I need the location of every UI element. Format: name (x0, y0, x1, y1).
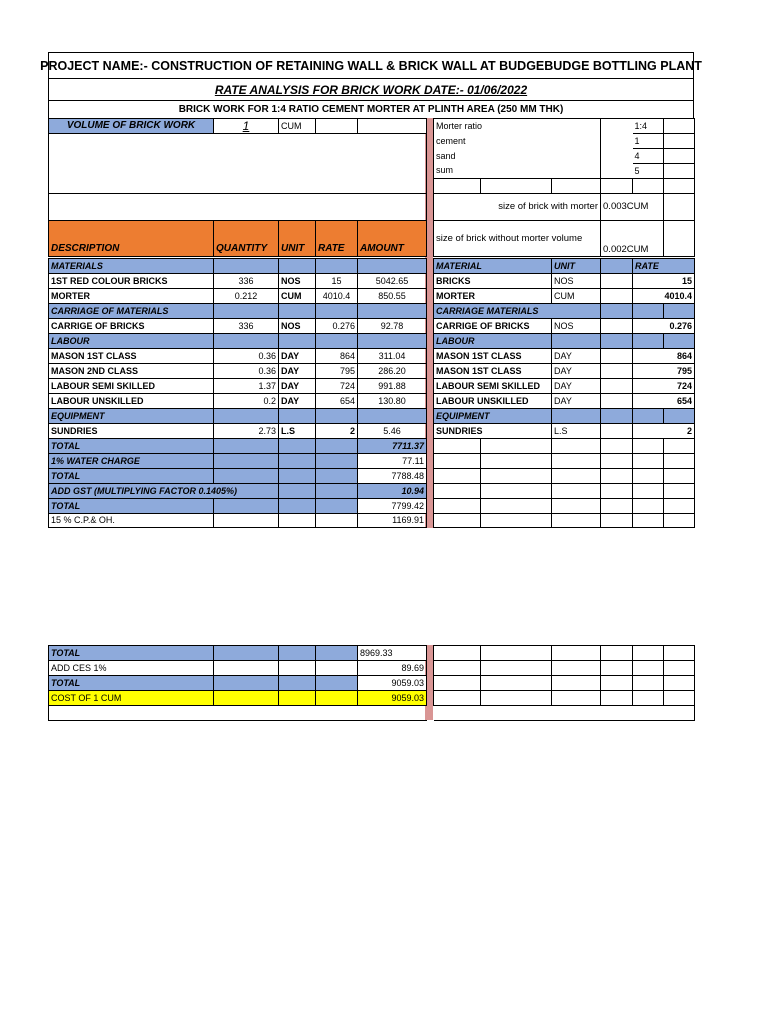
row-rate[interactable]: 0.276 (633, 319, 695, 334)
row-qty[interactable]: 0.2 (214, 394, 279, 409)
row-rate[interactable]: 724 (316, 379, 358, 394)
mix-value[interactable]: 1:4 (633, 119, 664, 134)
section-label: EQUIPMENT (49, 409, 214, 424)
row-rate[interactable]: 795 (633, 364, 695, 379)
mix-row (434, 134, 695, 149)
ces-amount: 89.69 (358, 661, 427, 676)
row-qty[interactable]: 0.212 (214, 289, 279, 304)
header-description: DESCRIPTION (49, 221, 214, 257)
overhead-label: 15 % C.P.& OH. (49, 514, 214, 528)
table-row (49, 289, 427, 304)
row-amount: 991.88 (358, 379, 427, 394)
row-desc: CARRIGE OF BRICKS (434, 319, 552, 334)
final-total-amount: 8969.33 (358, 646, 427, 661)
mix-value[interactable]: 4 (633, 149, 664, 164)
table-row (49, 364, 427, 379)
header-rate: RATE (633, 259, 695, 274)
brick-size-value: 0.002CUM (601, 221, 664, 257)
row-desc: LABOUR UNSKILLED (49, 394, 214, 409)
row-desc: MORTER (49, 289, 214, 304)
row-unit: DAY (552, 349, 601, 364)
row-desc: SUNDRIES (434, 424, 552, 439)
final-total-row (49, 676, 427, 691)
volume-row (49, 119, 427, 134)
section-labour (434, 334, 695, 349)
mix-value: 5 (633, 164, 664, 179)
row-rate[interactable]: 864 (633, 349, 695, 364)
mix-value[interactable]: 1 (633, 134, 664, 149)
brick-size-value: 0.003CUM (601, 194, 664, 221)
total-amount: 7799.42 (358, 499, 427, 514)
row-rate[interactable]: 4010.4 (633, 289, 695, 304)
row-desc: MASON 1ST CLASS (434, 349, 552, 364)
ces-row (49, 661, 427, 676)
mix-table (433, 118, 695, 257)
table-row (49, 349, 427, 364)
water-charge-amount: 77.11 (358, 454, 427, 469)
row-amount: 286.20 (358, 364, 427, 379)
mix-label: sand (434, 149, 601, 164)
final-total-label: TOTAL (49, 676, 214, 691)
total-amount: 7788.48 (358, 469, 427, 484)
row-qty[interactable]: 0.36 (214, 364, 279, 379)
final-total-label: TOTAL (49, 646, 214, 661)
brick-size-label: size of brick without morter volume (434, 221, 601, 257)
total-row (49, 499, 427, 514)
table-row (49, 379, 427, 394)
total-label: TOTAL (49, 469, 214, 484)
overhead-amount: 1169.91 (358, 514, 427, 528)
final-total-row (49, 646, 427, 661)
table-row (434, 274, 695, 289)
cost-per-cum-row (49, 691, 427, 706)
bottom-blank-grid (433, 645, 695, 721)
blank-grid (433, 438, 695, 528)
section-label: LABOUR (49, 334, 214, 349)
mix-row (434, 119, 695, 134)
table-row (49, 424, 427, 439)
row-unit: DAY (552, 364, 601, 379)
row-unit: DAY (279, 394, 316, 409)
row-unit: L.S (552, 424, 601, 439)
gst-amount: 10.94 (358, 484, 427, 499)
final-totals-table (48, 645, 427, 721)
header-unit: UNIT (279, 221, 316, 257)
section-carriage (49, 304, 427, 319)
row-rate[interactable]: 724 (633, 379, 695, 394)
header-material: MATERIAL (434, 259, 552, 274)
column-headers (49, 221, 427, 257)
row-rate[interactable]: 654 (633, 394, 695, 409)
row-unit: CUM (279, 289, 316, 304)
work-subtitle: BRICK WORK FOR 1:4 RATIO CEMENT MORTER AT PLINTH AREA (250 MM THK) (48, 100, 694, 118)
volume-value[interactable]: 1 (214, 119, 279, 134)
row-amount: 92.78 (358, 319, 427, 334)
row-desc: BRICKS (434, 274, 552, 289)
table-row (434, 349, 695, 364)
row-unit: DAY (552, 394, 601, 409)
water-charge-row (49, 454, 427, 469)
row-unit: CUM (552, 289, 601, 304)
row-amount: 311.04 (358, 349, 427, 364)
ces-label: ADD CES 1% (49, 661, 214, 676)
table-row (434, 319, 695, 334)
row-rate[interactable]: 0.276 (316, 319, 358, 334)
header-quantity: QUANTITY (214, 221, 279, 257)
brick-size-without-morter-row (434, 221, 695, 257)
header-rate: RATE (316, 221, 358, 257)
row-rate[interactable]: 864 (316, 349, 358, 364)
section-label: LABOUR (434, 334, 552, 349)
row-desc: LABOUR SEMI SKILLED (49, 379, 214, 394)
row-qty[interactable]: 336 (214, 274, 279, 289)
section-label: EQUIPMENT (434, 409, 552, 424)
header-unit: UNIT (552, 259, 601, 274)
row-amount: 850.55 (358, 289, 427, 304)
table-row (49, 319, 427, 334)
row-unit: L.S (279, 424, 316, 439)
section-label: CARRIAGE OF MATERIALS (49, 304, 214, 319)
total-amount: 7711.37 (358, 439, 427, 454)
row-desc: CARRIGE OF BRICKS (49, 319, 214, 334)
row-desc: MASON 1ST CLASS (434, 364, 552, 379)
cost-per-cum-label: COST OF 1 CUM (49, 691, 214, 706)
row-unit: NOS (279, 274, 316, 289)
mix-label: Morter ratio (434, 119, 601, 134)
section-equipment (49, 409, 427, 424)
row-rate[interactable]: 2 (316, 424, 358, 439)
rate-analysis-title: RATE ANALYSIS FOR BRICK WORK DATE:- 01/06/2022 (48, 78, 694, 100)
row-desc: MASON 2ND CLASS (49, 364, 214, 379)
row-desc: SUNDRIES (49, 424, 214, 439)
total-row (49, 469, 427, 484)
row-desc: 1ST RED COLOUR BRICKS (49, 274, 214, 289)
table-row (434, 424, 695, 439)
volume-label: VOLUME OF BRICK WORK (49, 119, 214, 134)
section-materials (49, 259, 427, 274)
row-unit: DAY (552, 379, 601, 394)
row-qty[interactable]: 0.36 (214, 349, 279, 364)
row-rate[interactable]: 15 (316, 274, 358, 289)
mix-row (434, 149, 695, 164)
mix-label: sum (434, 164, 601, 179)
row-unit: DAY (279, 379, 316, 394)
row-unit: DAY (279, 349, 316, 364)
rate-headers (434, 259, 695, 274)
row-qty[interactable]: 1.37 (214, 379, 279, 394)
final-total-amount: 9059.03 (358, 676, 427, 691)
row-amount: 130.80 (358, 394, 427, 409)
volume-table (48, 118, 427, 257)
section-label: MATERIALS (49, 259, 214, 274)
project-title: PROJECT NAME:- CONSTRUCTION OF RETAINING WALL & BRICK WALL AT BUDGEBUDGE BOTTLING PLANT (48, 52, 694, 78)
row-rate[interactable]: 4010.4 (316, 289, 358, 304)
total-label: TOTAL (49, 499, 214, 514)
brick-size-with-morter-row (434, 194, 695, 221)
table-row (49, 394, 427, 409)
row-qty[interactable]: 2.73 (214, 424, 279, 439)
row-unit: NOS (279, 319, 316, 334)
row-amount: 5.46 (358, 424, 427, 439)
row-unit: NOS (552, 319, 601, 334)
gst-row (49, 484, 427, 499)
row-desc: MORTER (434, 289, 552, 304)
section-equipment (434, 409, 695, 424)
row-rate[interactable]: 795 (316, 364, 358, 379)
gst-label: ADD GST (MULTIPLYING FACTOR 0.1405%) (49, 484, 279, 499)
row-unit: DAY (279, 364, 316, 379)
mix-row (434, 164, 695, 179)
mix-label: cement (434, 134, 601, 149)
header-amount: AMOUNT (358, 221, 427, 257)
table-row (434, 289, 695, 304)
table-row (434, 379, 695, 394)
table-row (49, 274, 427, 289)
total-row (49, 439, 427, 454)
row-rate[interactable]: 15 (633, 274, 695, 289)
rate-table (433, 258, 695, 439)
row-desc: MASON 1ST CLASS (49, 349, 214, 364)
row-amount: 5042.65 (358, 274, 427, 289)
table-row (434, 364, 695, 379)
section-labour (49, 334, 427, 349)
cost-table (48, 258, 427, 528)
row-desc: LABOUR UNSKILLED (434, 394, 552, 409)
total-label: TOTAL (49, 439, 214, 454)
section-carriage (434, 304, 695, 319)
cost-per-cum-amount: 9059.03 (358, 691, 427, 706)
row-qty[interactable]: 336 (214, 319, 279, 334)
row-rate[interactable]: 2 (633, 424, 695, 439)
brick-size-label: size of brick with morter (434, 194, 601, 221)
table-row (434, 394, 695, 409)
volume-unit: CUM (279, 119, 316, 134)
section-label: CARRIAGE MATERIALS (434, 304, 601, 319)
row-desc: LABOUR SEMI SKILLED (434, 379, 552, 394)
water-charge-label: 1% WATER CHARGE (49, 454, 214, 469)
row-unit: NOS (552, 274, 601, 289)
row-rate[interactable]: 654 (316, 394, 358, 409)
overhead-row (49, 514, 427, 528)
